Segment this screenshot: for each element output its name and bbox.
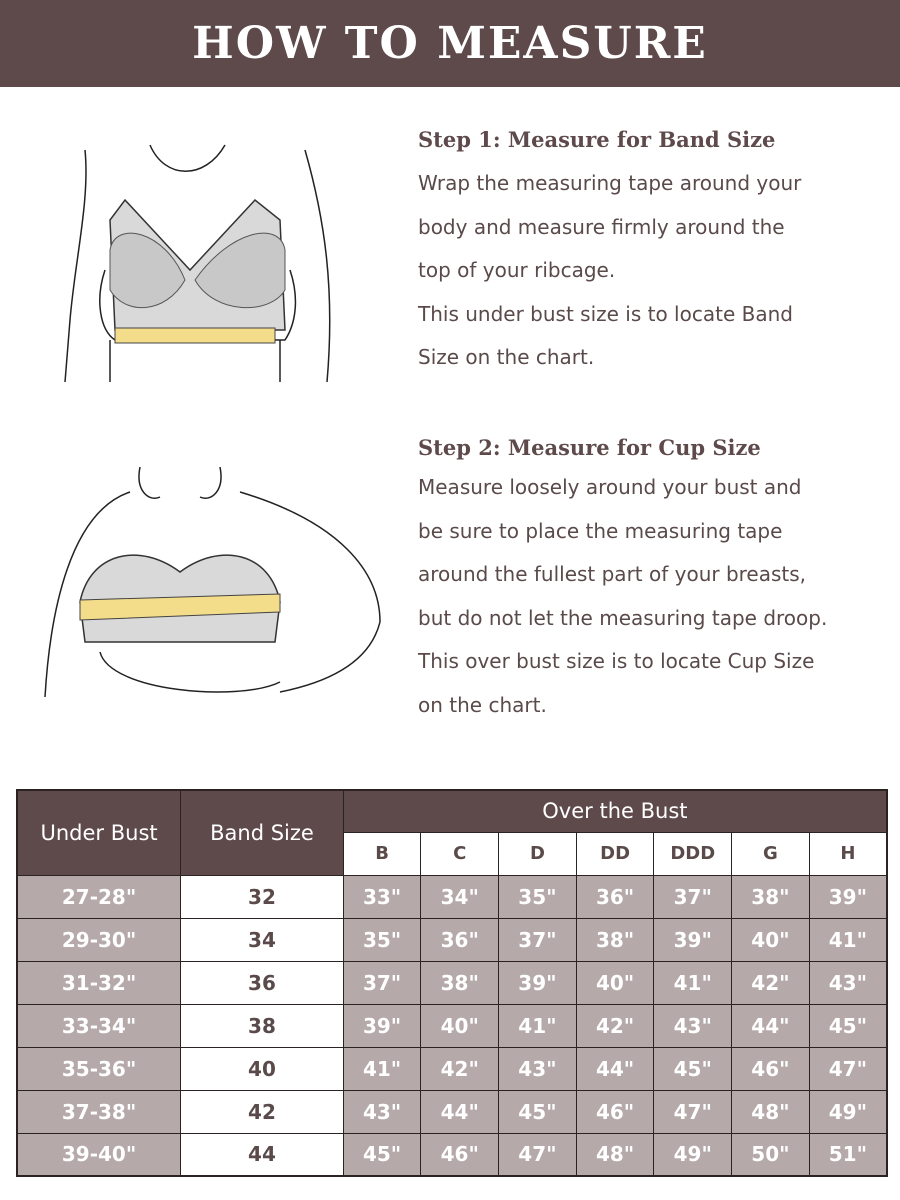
over-bust-cell: 51" bbox=[809, 1133, 887, 1176]
step-1 bbox=[418, 118, 888, 380]
over-bust-cell: 42" bbox=[576, 1004, 654, 1047]
band-size-cell: 36 bbox=[181, 961, 344, 1004]
step-1-title: Step 1: Measure for Band Size bbox=[418, 127, 776, 152]
over-bust-cell: 36" bbox=[576, 875, 654, 918]
over-bust-cell: 47" bbox=[809, 1047, 887, 1090]
cup-header: H bbox=[809, 832, 887, 875]
over-bust-cell: 47" bbox=[499, 1133, 577, 1176]
over-bust-cell: 44" bbox=[421, 1090, 499, 1133]
table-row bbox=[17, 1047, 887, 1090]
over-bust-cell: 37" bbox=[654, 875, 732, 918]
step-2-line: be sure to place the measuring tape bbox=[418, 518, 783, 543]
over-bust-cell: 39" bbox=[499, 961, 577, 1004]
cup-measure-illustration bbox=[40, 462, 390, 707]
over-bust-cell: 41" bbox=[343, 1047, 421, 1090]
over-bust-cell: 44" bbox=[732, 1004, 810, 1047]
step-1-line: Size on the chart. bbox=[418, 345, 595, 370]
step-2-title: Step 2: Measure for Cup Size bbox=[418, 435, 761, 460]
table-row bbox=[17, 918, 887, 961]
over-bust-cell: 34" bbox=[421, 875, 499, 918]
over-bust-cell: 43" bbox=[654, 1004, 732, 1047]
over-bust-cell: 50" bbox=[732, 1133, 810, 1176]
cup-header: C bbox=[421, 832, 499, 875]
step-1-line: top of your ribcage. bbox=[418, 258, 616, 283]
size-chart-table bbox=[16, 789, 888, 1177]
over-bust-cell: 46" bbox=[421, 1133, 499, 1176]
cup-header: G bbox=[732, 832, 810, 875]
band-size-cell: 44 bbox=[181, 1133, 344, 1176]
page-title: HOW TO MEASURE bbox=[192, 18, 708, 69]
under-bust-cell: 33-34" bbox=[17, 1004, 181, 1047]
over-bust-cell: 41" bbox=[499, 1004, 577, 1047]
over-bust-cell: 38" bbox=[732, 875, 810, 918]
over-bust-cell: 45" bbox=[654, 1047, 732, 1090]
over-bust-cell: 43" bbox=[809, 961, 887, 1004]
table-row bbox=[17, 1004, 887, 1047]
over-bust-cell: 47" bbox=[654, 1090, 732, 1133]
over-bust-cell: 48" bbox=[732, 1090, 810, 1133]
over-bust-cell: 35" bbox=[499, 875, 577, 918]
over-bust-cell: 43" bbox=[343, 1090, 421, 1133]
header-over-bust: Over the Bust bbox=[343, 790, 887, 832]
over-bust-cell: 36" bbox=[421, 918, 499, 961]
table-row bbox=[17, 1090, 887, 1133]
band-size-cell: 40 bbox=[181, 1047, 344, 1090]
under-bust-cell: 31-32" bbox=[17, 961, 181, 1004]
step-1-line: body and measure firmly around the bbox=[418, 214, 785, 239]
over-bust-cell: 41" bbox=[654, 961, 732, 1004]
band-measure-illustration bbox=[55, 140, 345, 385]
over-bust-cell: 46" bbox=[576, 1090, 654, 1133]
over-bust-cell: 45" bbox=[809, 1004, 887, 1047]
over-bust-cell: 37" bbox=[343, 961, 421, 1004]
step-1-line: This under bust size is to locate Band bbox=[418, 301, 793, 326]
header-under-bust: Under Bust bbox=[17, 790, 181, 875]
under-bust-cell: 29-30" bbox=[17, 918, 181, 961]
over-bust-cell: 38" bbox=[576, 918, 654, 961]
over-bust-cell: 41" bbox=[809, 918, 887, 961]
under-bust-cell: 27-28" bbox=[17, 875, 181, 918]
header-band-size: Band Size bbox=[181, 790, 344, 875]
step-1-line: Wrap the measuring tape around your bbox=[418, 171, 802, 195]
band-size-cell: 34 bbox=[181, 918, 344, 961]
over-bust-cell: 38" bbox=[421, 961, 499, 1004]
over-bust-cell: 48" bbox=[576, 1133, 654, 1176]
over-bust-cell: 35" bbox=[343, 918, 421, 961]
step-2-line: around the fullest part of your breasts, bbox=[418, 562, 807, 587]
over-bust-cell: 45" bbox=[499, 1090, 577, 1133]
table-row bbox=[17, 961, 887, 1004]
over-bust-cell: 37" bbox=[499, 918, 577, 961]
step-2-line: on the chart. bbox=[418, 692, 547, 717]
over-bust-cell: 42" bbox=[421, 1047, 499, 1090]
over-bust-cell: 40" bbox=[732, 918, 810, 961]
over-bust-cell: 33" bbox=[343, 875, 421, 918]
over-bust-cell: 39" bbox=[343, 1004, 421, 1047]
under-bust-cell: 39-40" bbox=[17, 1133, 181, 1176]
under-bust-cell: 35-36" bbox=[17, 1047, 181, 1090]
cup-header: DDD bbox=[654, 832, 732, 875]
table-row bbox=[17, 875, 887, 918]
step-2-line: but do not let the measuring tape droop. bbox=[418, 605, 828, 630]
over-bust-cell: 45" bbox=[343, 1133, 421, 1176]
cup-header: B bbox=[343, 832, 421, 875]
under-bust-cell: 37-38" bbox=[17, 1090, 181, 1133]
over-bust-cell: 49" bbox=[654, 1133, 732, 1176]
step-2-line: This over bust size is to locate Cup Size bbox=[418, 649, 815, 674]
over-bust-cell: 39" bbox=[654, 918, 732, 961]
band-size-cell: 38 bbox=[181, 1004, 344, 1047]
step-2-line: Measure loosely around your bust and bbox=[418, 475, 802, 499]
over-bust-cell: 49" bbox=[809, 1090, 887, 1133]
table-row bbox=[17, 1133, 887, 1176]
over-bust-cell: 43" bbox=[499, 1047, 577, 1090]
band-size-cell: 42 bbox=[181, 1090, 344, 1133]
over-bust-cell: 40" bbox=[576, 961, 654, 1004]
over-bust-cell: 46" bbox=[732, 1047, 810, 1090]
over-bust-cell: 44" bbox=[576, 1047, 654, 1090]
over-bust-cell: 39" bbox=[809, 875, 887, 918]
title-banner bbox=[0, 0, 900, 87]
band-size-cell: 32 bbox=[181, 875, 344, 918]
cup-header: D bbox=[499, 832, 577, 875]
step-2 bbox=[418, 426, 888, 728]
cup-header: DD bbox=[576, 832, 654, 875]
over-bust-cell: 42" bbox=[732, 961, 810, 1004]
over-bust-cell: 40" bbox=[421, 1004, 499, 1047]
